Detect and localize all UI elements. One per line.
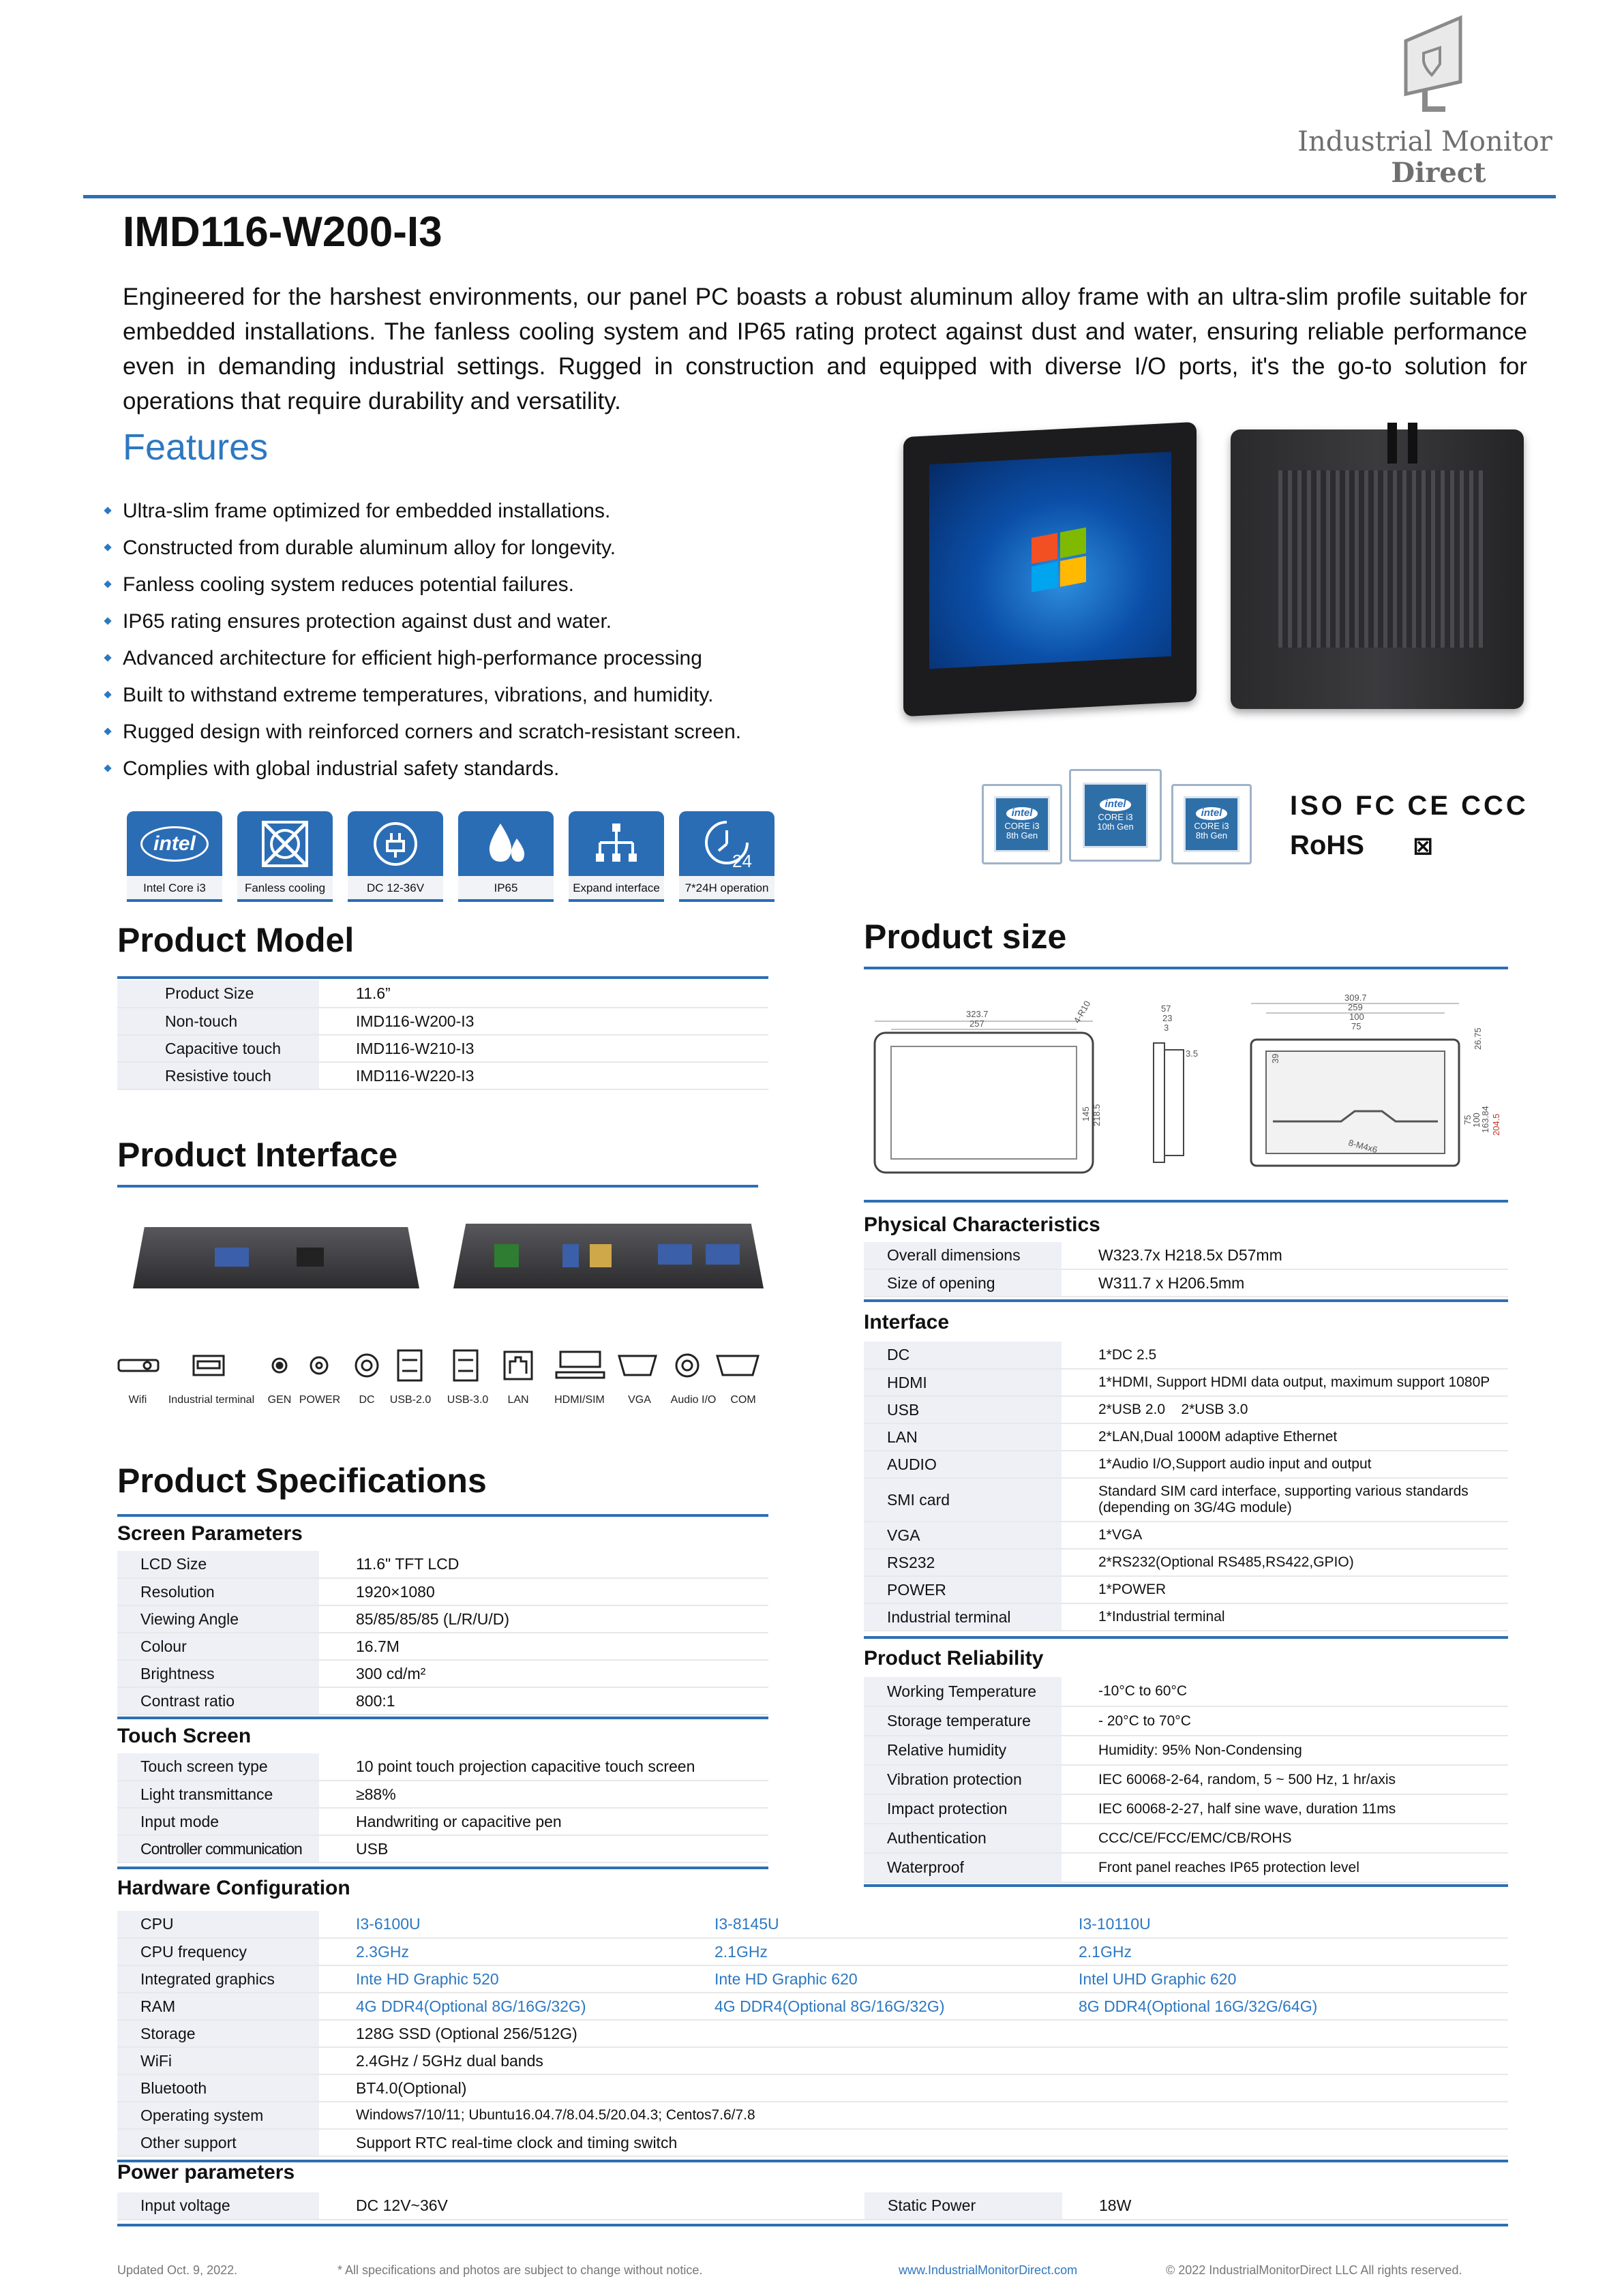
dim-label: 75 <box>1351 1021 1362 1031</box>
brand-name-line2: Direct <box>1391 157 1486 189</box>
antenna <box>1408 423 1417 464</box>
touch-screen-rule <box>117 1867 768 1869</box>
port-label-usb3: USB-3.0 <box>447 1394 489 1406</box>
spec-key: AUDIO <box>864 1451 1062 1478</box>
feature-badge-label: DC 12-36V <box>348 876 443 902</box>
table-row <box>117 2074 1508 2102</box>
spec-value: DC 12V~36V <box>319 2192 864 2220</box>
port-label-dc: DC <box>359 1394 375 1406</box>
model-key: Product Size <box>117 980 319 1008</box>
product-photo-front <box>903 422 1197 717</box>
model-value: IMD116-W220-I3 <box>319 1062 768 1089</box>
product-size-heading: Product size <box>864 918 1067 956</box>
spec-key: WiFi <box>117 2047 319 2074</box>
dim-label: 3 <box>1164 1023 1169 1033</box>
spec-value: 2.3GHz <box>319 1938 701 1965</box>
spec-key: Static Power <box>864 2192 1062 2220</box>
water-drop-icon <box>481 819 530 868</box>
heatsink-fins <box>1278 470 1483 648</box>
spec-key: Integrated graphics <box>117 1965 319 1993</box>
windows-logo-icon <box>1032 528 1086 592</box>
spec-key: Impact protection <box>864 1794 1062 1824</box>
feature-item: Constructed from durable aluminum alloy for longevity. <box>123 537 616 559</box>
dimension-drawing <box>864 982 1508 1186</box>
dim-label: 3.5 <box>1186 1048 1199 1059</box>
table-row <box>117 1965 1508 1993</box>
interface-rule-bottom <box>864 1636 1508 1639</box>
footer-website-link[interactable]: www.IndustrialMonitorDirect.com <box>899 2263 1078 2277</box>
feature-item: IP65 rating ensures protection against dust and water. <box>123 610 612 633</box>
spec-key: Authentication <box>864 1824 1062 1853</box>
gen-button-icon <box>273 1359 286 1372</box>
feature-badge-24h <box>679 811 775 902</box>
table-row <box>117 1687 768 1715</box>
spec-value: Front panel reaches IP65 protection level <box>1062 1853 1508 1882</box>
port-block <box>297 1248 324 1267</box>
table-row <box>864 1396 1508 1423</box>
table-row <box>117 1578 768 1605</box>
spec-key: Viewing Angle <box>117 1605 319 1633</box>
rohs-mark: RoHS <box>1290 830 1364 860</box>
spec-key: Relative humidity <box>864 1736 1062 1765</box>
spec-value: 2.4GHz / 5GHz dual bands <box>319 2047 1508 2074</box>
feature-badge-label: Expand interface <box>569 876 664 902</box>
spec-value: 10 point touch projection capacitive touch screen <box>319 1753 768 1781</box>
physical-characteristics-heading: Physical Characteristics <box>864 1213 1100 1236</box>
spec-key: Controller communication <box>117 1835 319 1862</box>
table-row <box>117 1753 768 1781</box>
spec-key: Other support <box>117 2129 319 2156</box>
spec-value: 800:1 <box>319 1687 768 1715</box>
lan-port-icon <box>505 1352 532 1379</box>
spec-key: Input mode <box>117 1808 319 1835</box>
hardware-rule-bottom <box>117 2160 1508 2162</box>
page-title: IMD116-W200-I3 <box>123 209 442 256</box>
product-photo-back <box>1231 429 1524 709</box>
monitor-shield-icon <box>1398 14 1473 116</box>
table-row <box>117 1605 768 1633</box>
table-row <box>864 1824 1508 1853</box>
weee-bin-icon: ⊠ <box>1413 832 1434 860</box>
feature-item: Ultra-slim frame optimized for embedded installations. <box>123 500 611 522</box>
table-row <box>864 1342 1508 1369</box>
intel-core-i3-8th-chip: intel CORE i3 8th Gen <box>1171 784 1252 864</box>
power-rule-bottom <box>117 2224 1508 2226</box>
table-row <box>117 1633 768 1660</box>
port-icons-row <box>117 1346 765 1387</box>
spec-value: 1*Industrial terminal <box>1062 1603 1508 1631</box>
dim-label: 8-M4x6 <box>1347 1137 1379 1155</box>
dim-label: 218.5 <box>1092 1104 1102 1126</box>
spec-key: RS232 <box>864 1549 1062 1576</box>
table-row <box>117 2129 1508 2156</box>
spec-value: 4G DDR4(Optional 8G/16G/32G) <box>319 1993 701 2020</box>
spec-key: LAN <box>864 1423 1062 1451</box>
table-row <box>117 1993 1508 2020</box>
spec-value: Handwriting or capacitive pen <box>319 1808 768 1835</box>
footer-copyright: © 2022 IndustrialMonitorDirect LLC All rights reserved. <box>1166 2263 1462 2277</box>
spec-key: Brightness <box>117 1660 319 1687</box>
spec-value: USB <box>319 1835 768 1862</box>
spec-key: Bluetooth <box>117 2074 319 2102</box>
touch-screen-table <box>117 1753 768 1863</box>
table-row <box>117 2192 1508 2220</box>
dim-label: 26.75 <box>1473 1027 1483 1050</box>
spec-key: USB <box>864 1396 1062 1423</box>
product-model-rule <box>117 976 768 979</box>
table-row <box>864 1369 1508 1396</box>
spec-value: 16.7M <box>319 1633 768 1660</box>
spec-value: 85/85/85/85 (L/R/U/D) <box>319 1605 768 1633</box>
spec-key: HDMI <box>864 1369 1062 1396</box>
table-row <box>864 1706 1508 1736</box>
spec-value: Humidity: 95% Non-Condensing <box>1062 1736 1508 1765</box>
table-row <box>117 1835 768 1862</box>
spec-value: W323.7x H218.5x D57mm <box>1062 1242 1508 1269</box>
header-rule <box>83 195 1556 198</box>
spec-value: ≥88% <box>319 1781 768 1808</box>
port-label-industrial-terminal: Industrial terminal <box>168 1394 255 1406</box>
spec-value: 128G SSD (Optional 256/512G) <box>319 2020 1508 2047</box>
dim-label: 4-R10 <box>1071 999 1093 1025</box>
dim-label: 259 <box>1348 1002 1363 1012</box>
spec-value: Windows7/10/11; Ubuntu16.04.7/8.04.5/20.04.3; Centos7.6/7.8 <box>319 2102 1508 2129</box>
spec-value: BT4.0(Optional) <box>319 2074 1508 2102</box>
dc-jack-icon <box>356 1355 378 1376</box>
spec-value: 2*RS232(Optional RS485,RS422,GPIO) <box>1062 1549 1508 1576</box>
intro-paragraph: Engineered for the harshest environments, our panel PC boasts a robust aluminum alloy frame with an ultra-slim profile suitable for embedded installations. The fanless cooling system and IP65 rating protect against dust and water, ensuring reliable performance even in demanding industrial settings. Rugged in construction and equipped with diverse I/O ports, it's the go-to solution for operations that require durability and versatility. <box>123 284 1527 414</box>
port-block <box>706 1244 740 1265</box>
dim-label: 323.7 <box>966 1009 989 1019</box>
spec-value: 8G DDR4(Optional 16G/32G/64G) <box>1065 1993 1508 2020</box>
spec-key: DC <box>864 1342 1062 1369</box>
table-row <box>864 1549 1508 1576</box>
spec-key: Industrial terminal <box>864 1603 1062 1631</box>
spec-key: Input voltage <box>117 2192 319 2220</box>
dim-label: 39 <box>1270 1053 1280 1063</box>
intel-core-i3-10th-chip: intel CORE i3 10th Gen <box>1069 769 1162 862</box>
spec-value: 1*POWER <box>1062 1576 1508 1603</box>
table-row <box>864 1269 1508 1297</box>
interface-heading: Interface <box>864 1311 950 1333</box>
spec-key: LCD Size <box>117 1551 319 1578</box>
table-row <box>117 980 768 1008</box>
industrial-terminal-icon <box>194 1356 224 1375</box>
power-parameters-table <box>117 2192 1508 2220</box>
table-row <box>864 1423 1508 1451</box>
certification-marks-row2 <box>1290 830 1433 861</box>
dim-label: 163.84 <box>1480 1106 1490 1133</box>
spec-key: RAM <box>117 1993 319 2020</box>
spec-key: Contrast ratio <box>117 1687 319 1715</box>
touch-screen-heading: Touch Screen <box>117 1725 252 1747</box>
spec-key: Light transmittance <box>117 1781 319 1808</box>
table-row <box>864 1765 1508 1794</box>
spec-value: 1*DC 2.5 <box>1062 1342 1508 1369</box>
screen-display <box>929 452 1171 669</box>
feature-item: Advanced architecture for efficient high-performance processing <box>123 647 702 669</box>
port-label-vga: VGA <box>628 1394 651 1406</box>
product-specifications-heading: Product Specifications <box>117 1462 487 1500</box>
product-model-heading: Product Model <box>117 921 355 959</box>
spec-value: 2.1GHz <box>701 1938 1065 1965</box>
spec-key: CPU <box>117 1911 319 1938</box>
spec-key: Size of opening <box>864 1269 1062 1297</box>
table-row <box>864 1451 1508 1478</box>
screen-parameters-heading: Screen Parameters <box>117 1522 303 1545</box>
port-label-com: COM <box>730 1394 756 1406</box>
port-label-lan: LAN <box>507 1394 529 1406</box>
power-parameters-heading: Power parameters <box>117 2161 295 2184</box>
spec-value: W311.7 x H206.5mm <box>1062 1269 1508 1297</box>
spec-value: IEC 60068-2-27, half sine wave, duration 11ms <box>1062 1794 1508 1824</box>
port-label-hdmi-sim: HDMI/SIM <box>554 1394 605 1406</box>
table-row <box>864 1677 1508 1706</box>
spec-key: SMI card <box>864 1478 1062 1522</box>
power-button-icon <box>311 1357 327 1374</box>
reliability-rule-bottom <box>864 1884 1508 1887</box>
spec-value: 1*HDMI, Support HDMI data output, maximum support 1080P <box>1062 1369 1508 1396</box>
feature-item: Complies with global industrial safety standards. <box>123 757 560 780</box>
screen-parameters-table <box>117 1551 768 1715</box>
spec-value: I3-6100U <box>319 1911 701 1938</box>
brand-name-line1: Industrial Monitor <box>1297 126 1552 157</box>
spec-key: VGA <box>864 1522 1062 1549</box>
product-reliability-heading: Product Reliability <box>864 1647 1044 1670</box>
usb2-port-icon <box>398 1350 421 1380</box>
dim-label: 257 <box>969 1018 984 1029</box>
side-io-photo-left <box>133 1227 419 1288</box>
intel-icon: intel <box>140 826 209 862</box>
dim-label: 23 <box>1162 1013 1173 1023</box>
table-row <box>864 1242 1508 1269</box>
model-value: IMD116-W200-I3 <box>319 1008 768 1035</box>
spec-value: 2*USB 2.0 2*USB 3.0 <box>1062 1396 1508 1423</box>
spec-value: 1*Audio I/O,Support audio input and output <box>1062 1451 1508 1478</box>
feature-badge-dc <box>348 811 443 902</box>
spec-key: CPU frequency <box>117 1938 319 1965</box>
footer-disclaimer: * All specifications and photos are subject to change without notice. <box>337 2263 703 2277</box>
footer-updated: Updated Oct. 9, 2022. <box>117 2263 238 2277</box>
model-value: IMD116-W210-I3 <box>319 1035 768 1062</box>
spec-value: 1920×1080 <box>319 1578 768 1605</box>
certification-marks-row1: ISO FC CE CCC <box>1290 791 1529 821</box>
table-row <box>864 1522 1508 1549</box>
product-size-rule <box>864 967 1508 969</box>
port-block <box>562 1244 579 1267</box>
side-io-photo-right <box>453 1224 764 1288</box>
spec-key: Touch screen type <box>117 1753 319 1781</box>
feature-badge-expand <box>569 811 664 902</box>
port-label-usb2: USB-2.0 <box>389 1394 432 1406</box>
brand-logo <box>1295 14 1554 191</box>
table-row <box>864 1853 1508 1882</box>
spec-key: Storage <box>117 2020 319 2047</box>
spec-value: Inte HD Graphic 520 <box>319 1965 701 1993</box>
spec-value: 2*LAN,Dual 1000M adaptive Ethernet <box>1062 1423 1508 1451</box>
antenna <box>1387 423 1397 464</box>
spec-value: Inte HD Graphic 620 <box>701 1965 1065 1993</box>
spec-value: Standard SIM card interface, supporting various standards (depending on 3G/4G module) <box>1062 1478 1508 1522</box>
clock-24-icon <box>700 817 754 871</box>
feature-item: Fanless cooling system reduces potential failures. <box>123 573 574 596</box>
usb3-port-icon <box>454 1350 477 1380</box>
feature-badge-label: Fanless cooling <box>237 876 333 902</box>
spec-value: 4G DDR4(Optional 8G/16G/32G) <box>701 1993 1065 2020</box>
spec-value: CCC/CE/FCC/EMC/CB/ROHS <box>1062 1824 1508 1853</box>
spec-key: Resolution <box>117 1578 319 1605</box>
table-row <box>117 1660 768 1687</box>
table-row <box>117 2020 1508 2047</box>
table-row <box>117 1938 1508 1965</box>
physical-characteristics-table <box>864 1242 1508 1297</box>
spec-value: 2.1GHz <box>1065 1938 1508 1965</box>
table-row <box>864 1576 1508 1603</box>
intel-core-i3-8th-chip: intel CORE i3 8th Gen <box>982 784 1062 864</box>
spec-value: 1*VGA <box>1062 1522 1508 1549</box>
table-row <box>864 1736 1508 1765</box>
port-block <box>494 1244 519 1267</box>
power-plug-icon <box>371 819 420 868</box>
feature-badge-ip65 <box>458 811 554 902</box>
feature-badge-label: 7*24H operation <box>679 876 775 902</box>
table-row <box>864 1478 1508 1522</box>
product-specifications-rule <box>117 1514 768 1517</box>
audio-io-icon <box>676 1355 698 1376</box>
port-label-audio-io: Audio I/O <box>670 1394 717 1406</box>
feature-item: Built to withstand extreme temperatures, vibrations, and humidity. <box>123 684 714 706</box>
spec-value: - 20°C to 70°C <box>1062 1706 1508 1736</box>
table-row <box>117 1008 768 1035</box>
screen-parameters-rule <box>117 1717 768 1719</box>
table-row <box>117 1062 768 1089</box>
table-row <box>864 1603 1508 1631</box>
dim-label: 145 <box>1081 1106 1091 1121</box>
hdmi-sim-port-icon <box>556 1352 604 1378</box>
spec-value: 18W <box>1062 2192 1508 2220</box>
spec-key: POWER <box>864 1576 1062 1603</box>
table-row <box>117 1035 768 1062</box>
physical-rule-top <box>864 1200 1508 1203</box>
spec-value: IEC 60068-2-64, random, 5 ~ 500 Hz, 1 hr/axis <box>1062 1765 1508 1794</box>
wifi-antenna-icon <box>119 1360 158 1371</box>
feature-badge-label: IP65 <box>458 876 554 902</box>
dim-label: 309.7 <box>1344 993 1367 1003</box>
spec-value: 300 cd/m² <box>319 1660 768 1687</box>
network-icon <box>592 819 641 868</box>
dim-label: 100 <box>1349 1012 1364 1022</box>
spec-key: Working Temperature <box>864 1677 1062 1706</box>
svg-text:24: 24 <box>732 850 752 871</box>
dim-label: 100 <box>1471 1113 1482 1128</box>
port-block <box>658 1244 692 1265</box>
table-row <box>117 1808 768 1835</box>
spec-key: Vibration protection <box>864 1765 1062 1794</box>
spec-key: Waterproof <box>864 1853 1062 1882</box>
spec-value: -10°C to 60°C <box>1062 1677 1508 1706</box>
hardware-configuration-table <box>117 1911 1508 2157</box>
dim-label: 204.5 <box>1491 1113 1501 1136</box>
spec-value: Support RTC real-time clock and timing switch <box>319 2129 1508 2156</box>
product-reliability-table <box>864 1677 1508 1883</box>
port-block <box>590 1244 612 1267</box>
product-model-table <box>117 980 768 1090</box>
com-port-icon <box>717 1356 758 1375</box>
hardware-configuration-heading: Hardware Configuration <box>117 1877 350 1899</box>
table-row <box>117 1911 1508 1938</box>
product-interface-rule <box>117 1185 758 1188</box>
feature-badge-intel <box>127 811 222 902</box>
model-value: 11.6” <box>319 980 768 1008</box>
table-row <box>117 1551 768 1578</box>
physical-rule-bottom <box>864 1299 1508 1302</box>
spec-key: Overall dimensions <box>864 1242 1062 1269</box>
dim-label: 75 <box>1462 1115 1473 1125</box>
table-row <box>117 2047 1508 2074</box>
table-row <box>117 2102 1508 2129</box>
dim-label: 57 <box>1161 1003 1171 1014</box>
fanless-icon <box>260 819 310 868</box>
features-heading: Features <box>123 427 269 468</box>
model-key: Capacitive touch <box>117 1035 319 1062</box>
spec-value: I3-8145U <box>701 1911 1065 1938</box>
table-row <box>864 1794 1508 1824</box>
feature-item: Rugged design with reinforced corners and scratch-resistant screen. <box>123 721 742 743</box>
port-label-power: POWER <box>299 1394 341 1406</box>
interface-table <box>864 1342 1508 1631</box>
table-row <box>117 1781 768 1808</box>
port-label-wifi: Wifi <box>128 1394 147 1406</box>
spec-value: Intel UHD Graphic 620 <box>1065 1965 1508 1993</box>
product-interface-heading: Product Interface <box>117 1136 398 1174</box>
spec-key: Storage temperature <box>864 1706 1062 1736</box>
port-block <box>215 1248 249 1267</box>
model-key: Resistive touch <box>117 1062 319 1089</box>
spec-value: I3-10110U <box>1065 1911 1508 1938</box>
feature-badge-label: Intel Core i3 <box>127 876 222 902</box>
feature-badge-fanless <box>237 811 333 902</box>
model-key: Non-touch <box>117 1008 319 1035</box>
port-label-gen: GEN <box>267 1394 292 1406</box>
spec-key: Operating system <box>117 2102 319 2129</box>
spec-key: Colour <box>117 1633 319 1660</box>
spec-value: 11.6" TFT LCD <box>319 1551 768 1578</box>
vga-port-icon <box>619 1356 656 1375</box>
